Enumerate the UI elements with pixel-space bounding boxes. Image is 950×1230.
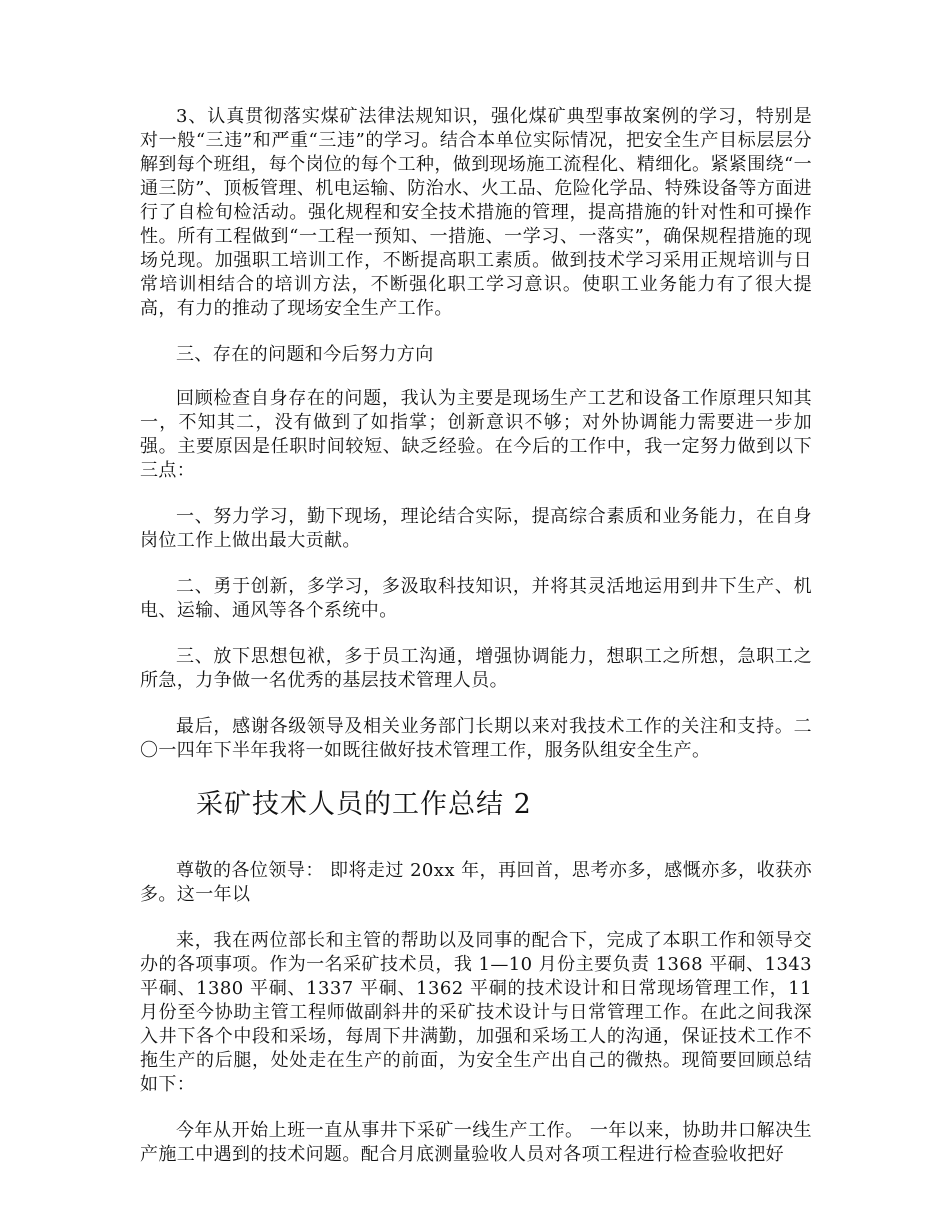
paragraph-greeting: 尊敬的各位领导： 即将走过 20xx 年，再回首，思考亦多，感慨亦多，收获亦多。这一年以	[140, 860, 812, 905]
paragraph-item-3: 3、认真贯彻落实煤矿法律法规知识，强化煤矿典型事故案例的学习，特别是对一般“三违”和严重“三违”的学习。结合本单位实际情况，把安全生产目标层层分解到每个班组，每个岗位的每个工种，做到现场施工流程化、精细化。紧紧围绕“一通三防”、顶板管理、机电运输、防治水、火工品、危险化学品、特殊设备等方面进行了自检旬检活动。强化规程和安全技术措施的管理，提高措施的针对性和可操作性。所有工程做到“一工程一预知、一措施、一学习、一落实”，确保规程措施的现场兑现。加强职工培训工作，不断提高职工素质。做到技术学习采用正规培训与日常培训相结合的培训方法，不断强化职工学习意识。使职工业务能力有了很大提高，有力的推动了现场安全生产工作。	[140, 106, 812, 319]
paragraph-point-2: 二、勇于创新，多学习，多汲取科技知识，并将其灵活地运用到井下生产、机电、运输、通风等各个系统中。	[140, 576, 812, 621]
paragraph-summary: 来，我在两位部长和主管的帮助以及同事的配合下，完成了本职工作和领导交办的各项事项。作为一名采矿技术员，我 1—10 月份主要负责 1368 平硐、1343 平硐、1380 平硐、1337 平硐、1362 平硐的技术设计和日常现场管理工作，11 月份至今协助主管工程师做副斜井的采矿技术设计与日常管理工作。在此之间我深入井下各个中段和采场，每周下井满勤，加强和采场工人的沟通，保证技术工作不拖生产的后腿，处处走在生产的前面，为安全生产出自己的微热。现简要回顾总结如下：	[140, 930, 812, 1095]
document-title-2: 采矿技术人员的工作总结 2	[196, 789, 532, 820]
document-page	[140, 105, 812, 1189]
section-heading-problems: 三、存在的问题和今后努力方向	[176, 344, 434, 365]
paragraph-point-1: 一、努力学习，勤下现场，理论结合实际，提高综合素质和业务能力，在自身岗位工作上做出最大贡献。	[140, 506, 812, 551]
paragraph-point-3: 三、放下思想包袱，多于员工沟通，增强协调能力，想职工之所想，急职工之所急，力争做一名优秀的基层技术管理人员。	[140, 646, 812, 691]
paragraph-closing: 最后，感谢各级领导及相关业务部门长期以来对我技术工作的关注和支持。二〇一四年下半年我将一如既往做好技术管理工作，服务队组安全生产。	[140, 716, 812, 761]
paragraph-work: 今年从开始上班一直从事井下采矿一线生产工作。 一年以来，协助井口解决生产施工中遇到的技术问题。配合月底测量验收人员对各项工程进行检查验收把好	[140, 1120, 812, 1165]
paragraph-review: 回顾检查自身存在的问题，我认为主要是现场生产工艺和设备工作原理只知其一，不知其二，没有做到了如指掌；创新意识不够；对外协调能力需要进一步加强。主要原因是任职时间较短、缺乏经验。在今后的工作中，我一定努力做到以下三点：	[140, 388, 812, 481]
